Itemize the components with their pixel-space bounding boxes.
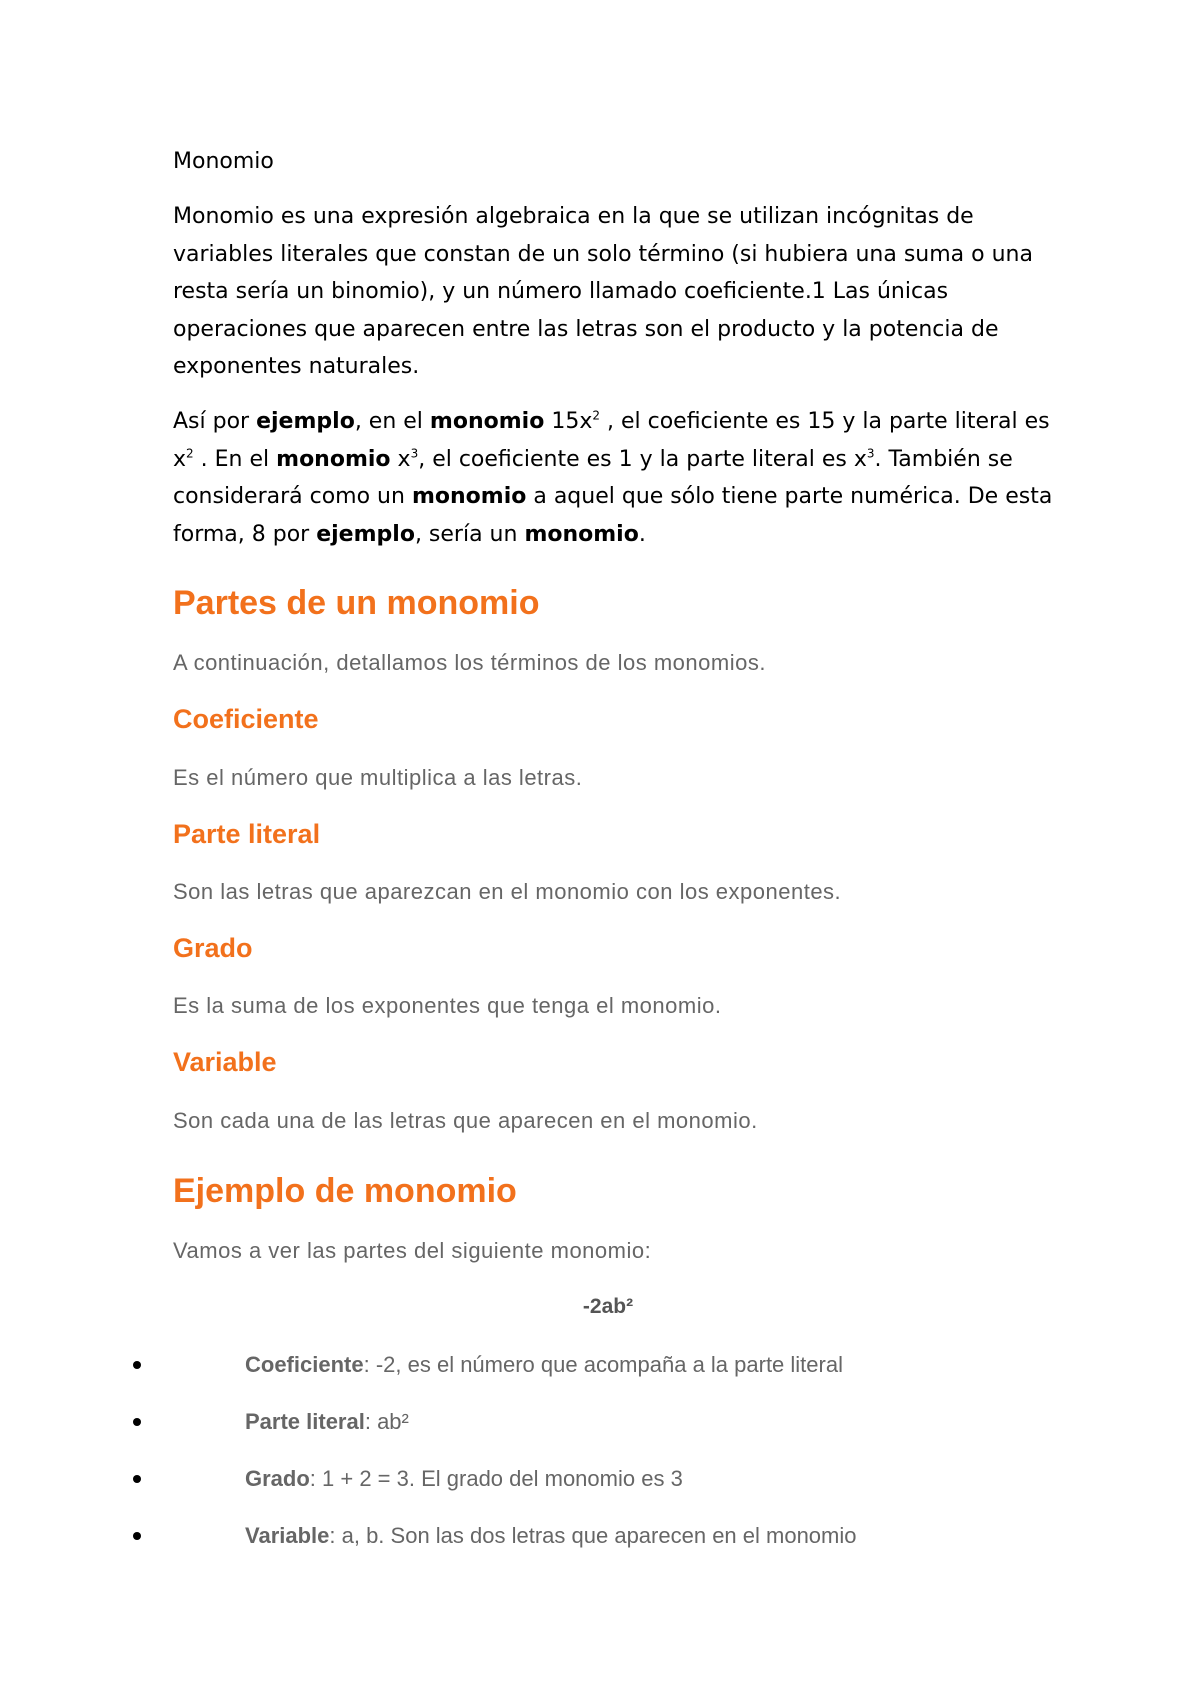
text-run: , el coeficiente es 15 y la parte literal es x <box>173 409 1050 472</box>
parts-heading: Partes de un monomio <box>173 584 540 622</box>
bullet-icon <box>133 1418 141 1426</box>
list-item-text <box>245 1523 857 1549</box>
grado-heading: Grado <box>173 933 253 963</box>
list-item-label: Variable <box>245 1523 330 1548</box>
variable-text: Son cada una de las letras que aparecen en el monomio. <box>173 1108 758 1133</box>
example-formula: -2ab² <box>582 1295 634 1318</box>
example-heading: Ejemplo de monomio <box>173 1172 517 1210</box>
text-run: Así por <box>173 409 257 434</box>
parte-literal-text: Son las letras que aparezcan en el monomio con los exponentes. <box>173 879 842 904</box>
text-run: . También se considerará como un <box>173 446 1013 509</box>
bullet-icon <box>133 1532 141 1540</box>
bold-term: monomio <box>411 484 527 509</box>
text-run: . <box>638 521 646 547</box>
bold-term: monomio <box>429 409 545 434</box>
text-run: , sería un <box>414 521 525 547</box>
text-run: , en el <box>354 409 430 434</box>
text-run: . En el <box>193 446 277 472</box>
list-item-label: Parte literal <box>245 1409 365 1434</box>
document-title: Monomio <box>173 149 274 174</box>
parte-literal-heading: Parte literal <box>173 819 321 849</box>
bold-term: monomio <box>276 446 391 472</box>
example-paragraph <box>173 403 1053 553</box>
list-item-value: : 1 + 2 = 3. El grado del monomio es 3 <box>309 1466 683 1491</box>
bold-term: ejemplo <box>256 409 355 434</box>
list-item-text <box>245 1352 843 1378</box>
bullet-icon <box>133 1475 141 1483</box>
example-intro: Vamos a ver las partes del siguiente monomio: <box>173 1238 652 1263</box>
bold-term: monomio <box>524 521 639 547</box>
text-run: x <box>390 446 411 472</box>
list-item-text <box>245 1466 683 1492</box>
text-run: a aquel que sólo tiene parte numérica. De esta forma, 8 por <box>173 484 1053 547</box>
list-item-label: Coeficiente <box>245 1352 364 1377</box>
bullet-icon <box>133 1361 141 1369</box>
coeficiente-text: Es el número que multiplica a las letras. <box>173 765 583 790</box>
text-run: 15x <box>544 409 593 434</box>
variable-heading: Variable <box>173 1047 277 1077</box>
superscript: 3 <box>410 446 419 461</box>
bold-term: ejemplo <box>316 521 415 547</box>
intro-paragraph: Monomio es una expresión algebraica en la que se utilizan incógnitas de variables literales que constan de un solo término (si hubiera una suma o una resta sería un binomio), y un número llamado coeficiente.1 Las únicas operaciones que aparecen entre las letras son el producto y la potencia de exponentes naturales. <box>173 204 1033 379</box>
superscript: 3 <box>866 446 875 461</box>
list-item-text <box>245 1409 409 1435</box>
grado-text: Es la suma de los exponentes que tenga el monomio. <box>173 993 722 1018</box>
coeficiente-heading: Coeficiente <box>173 704 319 734</box>
list-item-value: : a, b. Son las dos letras que aparecen en el monomio <box>329 1523 857 1548</box>
list-item-value: : -2, es el número que acompaña a la parte literal <box>363 1352 843 1377</box>
list-item-value: : ab² <box>364 1409 409 1434</box>
parts-intro: A continuación, detallamos los términos de los monomios. <box>173 650 766 675</box>
list-item-label: Grado <box>245 1466 310 1491</box>
text-run: , el coeficiente es 1 y la parte literal es x <box>418 446 867 472</box>
superscript: 2 <box>186 446 194 461</box>
superscript: 2 <box>592 408 600 423</box>
